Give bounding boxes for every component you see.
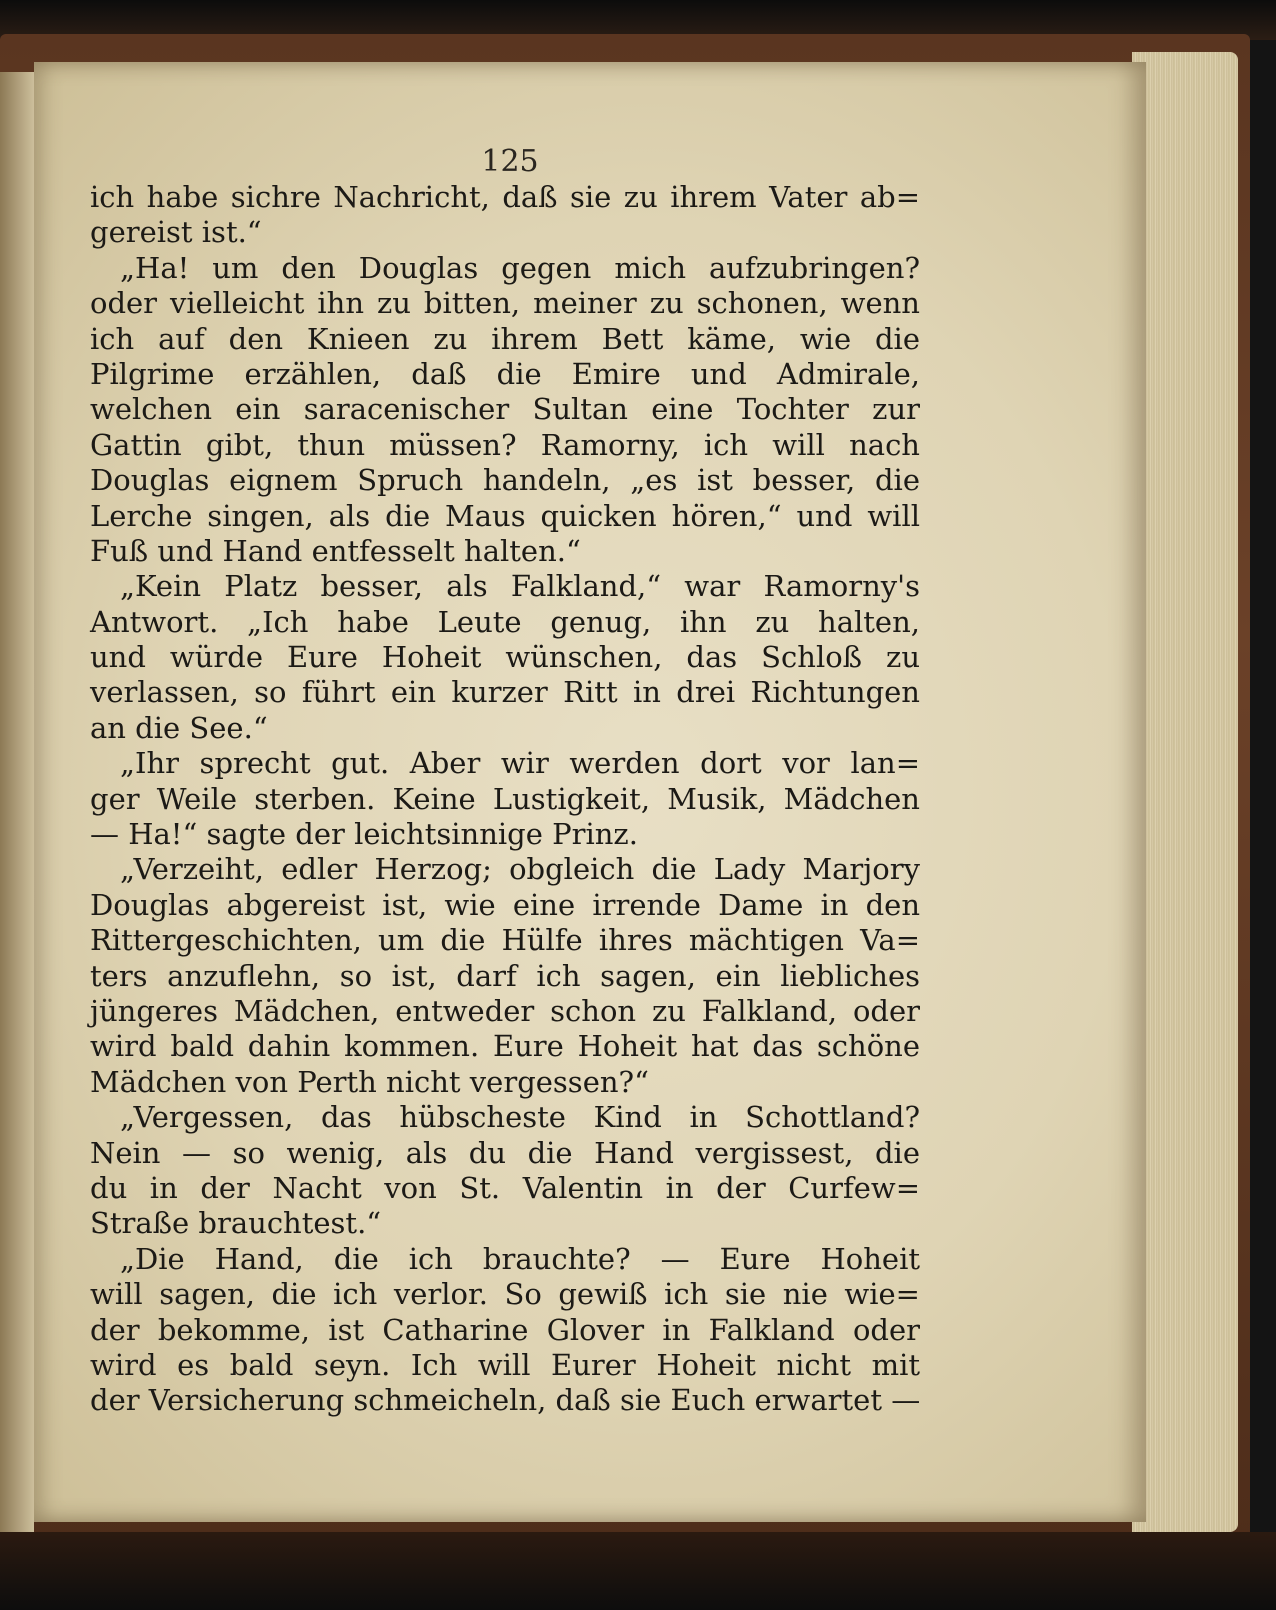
text-line: Douglas abgereist ist, wie eine irrende Dame in den [90, 887, 920, 922]
previous-page-edge [0, 72, 34, 1532]
text-line: wird es bald seyn. Ich will Eurer Hoheit nicht mit [90, 1347, 920, 1382]
text-line: verlassen, so führt ein kurzer Ritt in drei Richtungen [90, 675, 920, 710]
text-line: „Vergessen, das hübscheste Kind in Schottland? [120, 1100, 920, 1135]
text-line: ich auf den Knieen zu ihrem Bett käme, wie die [90, 321, 920, 356]
text-line: oder vielleicht ihn zu bitten, meiner zu schonen, wenn [90, 286, 920, 321]
page-stack-edge [1132, 52, 1238, 1532]
text-line: Gattin gibt, thun müssen? Ramorny, ich will nach [90, 427, 920, 462]
text-line: Rittergeschichten, um die Hülfe ihres mächtigen Va= [90, 923, 920, 958]
text-line: du in der Nacht von St. Valentin in der Curfew= [90, 1170, 920, 1205]
text-line: ger Weile sterben. Keine Lustigkeit, Musik, Mädchen [90, 781, 920, 816]
text-line: jüngeres Mädchen, entweder schon zu Falkland, oder [90, 993, 920, 1028]
text-line: Antwort. „Ich habe Leute genug, ihn zu halten, [90, 604, 920, 639]
text-line: Lerche singen, als die Maus quicken hören,“ und will [90, 498, 920, 533]
text-line: „Ihr sprecht gut. Aber wir werden dort vor lan= [120, 746, 920, 781]
text-line: Mädchen von Perth nicht vergessen?“ [90, 1064, 649, 1099]
text-line: — Ha!“ sagte der leichtsinnige Prinz. [90, 817, 638, 852]
text-line: Straße brauchtest.“ [90, 1206, 382, 1241]
text-line: Douglas eignem Spruch handeln, „es ist besser, die [90, 463, 920, 498]
text-line: Fuß und Hand entfesselt halten.“ [90, 533, 581, 568]
text-line: an die See.“ [90, 710, 268, 745]
text-line: ich habe sichre Nachricht, daß sie zu ihrem Vater ab= [90, 180, 920, 214]
book-cover-bottom [0, 1532, 1276, 1610]
text-line: gereist ist.“ [90, 215, 262, 250]
text-line: „Die Hand, die ich brauchte? — Eure Hoheit [120, 1241, 920, 1276]
text-line: „Ha! um den Douglas gegen mich aufzubringen? [120, 250, 920, 285]
body-text [90, 180, 920, 1419]
text-line: „Verzeiht, edler Herzog; obgleich die Lady Marjory [120, 852, 920, 887]
text-line: Nein — so wenig, als du die Hand vergissest, die [90, 1135, 920, 1170]
text-line: ters anzuflehn, so ist, darf ich sagen, ein liebliches [90, 958, 920, 993]
text-line: welchen ein saracenischer Sultan eine Tochter zur [90, 392, 920, 427]
text-line: Pilgrime erzählen, daß die Emire und Admirale, [90, 356, 920, 391]
text-line: der bekomme, ist Catharine Glover in Falkland oder [90, 1312, 920, 1347]
page-number: 125 [481, 144, 539, 179]
text-line: „Kein Platz besser, als Falkland,“ war Ramorny's [120, 569, 920, 604]
text-line: der Versicherung schmeicheln, daß sie Euch erwartet — [90, 1383, 921, 1418]
text-line: und würde Eure Hoheit wünschen, das Schloß zu [90, 640, 920, 675]
text-line: will sagen, die ich verlor. So gewiß ich sie nie wie= [90, 1277, 920, 1312]
text-line: wird bald dahin kommen. Eure Hoheit hat das schöne [90, 1029, 920, 1064]
